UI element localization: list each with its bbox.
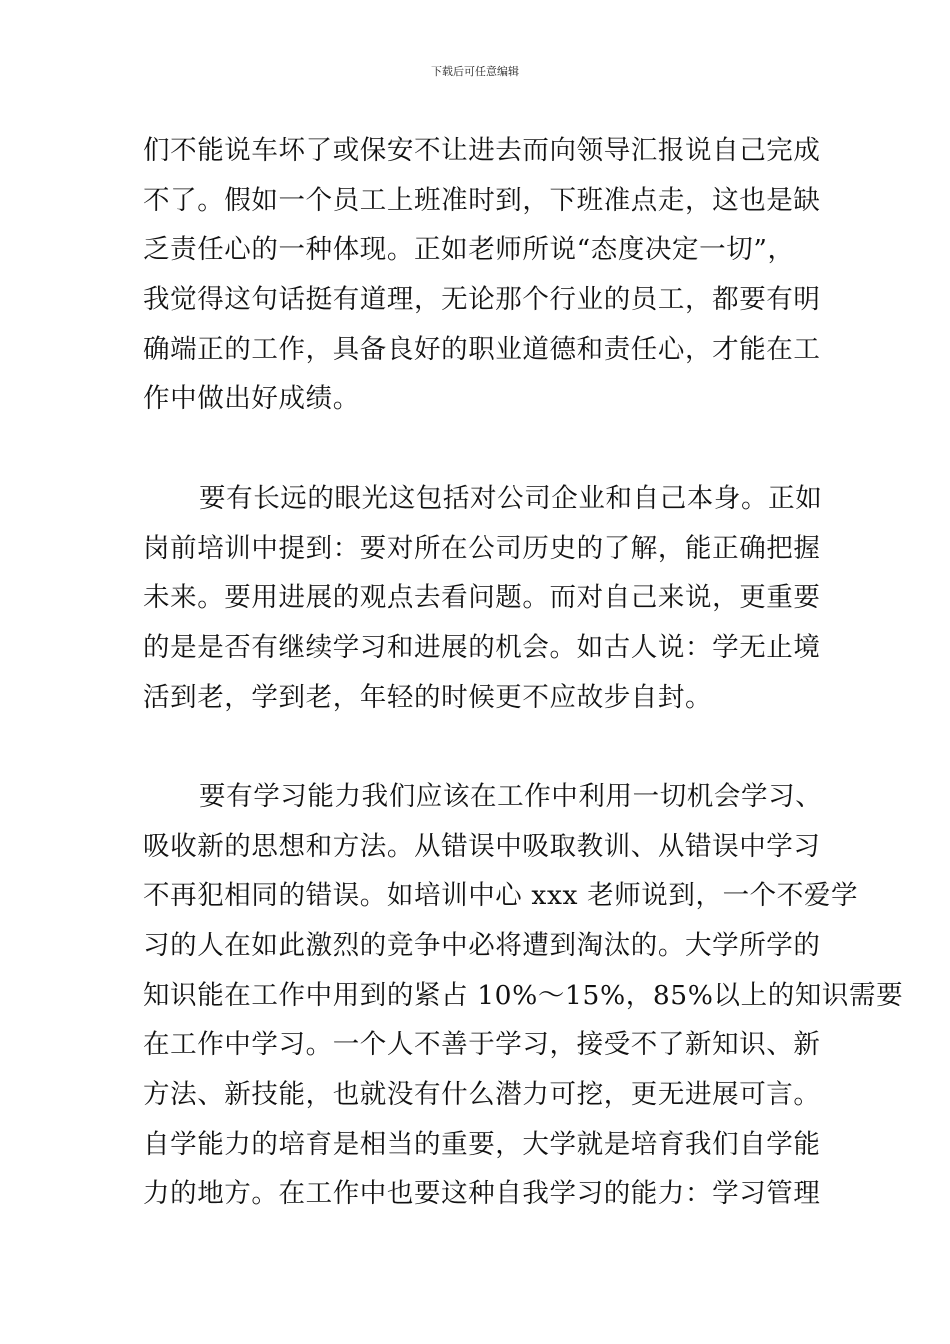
paragraph bbox=[143, 126, 821, 424]
text-line: 自学能力的培育是相当的重要，大学就是培育我们自学能 bbox=[143, 1128, 821, 1160]
text-line: 知识能在工作中用到的紧占 10%～15%，85%以上的知识需要 bbox=[143, 979, 904, 1011]
text-line: 活到老，学到老，年轻的时候更不应故步自封。 bbox=[143, 681, 713, 713]
text-line: 不了。假如一个员工上班准时到，下班准点走，这也是缺 bbox=[143, 184, 821, 216]
text-line: 我觉得这句话挺有道理，无论那个行业的员工，都要有明 bbox=[143, 284, 821, 316]
text-line: 要有长远的眼光这包括对公司企业和自己本身。正如 bbox=[199, 482, 823, 514]
text-line: 乏责任心的一种体现。正如老师所说“态度决定一切”， bbox=[143, 234, 795, 266]
text-line: 的是是否有继续学习和进展的机会。如古人说：学无止境 bbox=[143, 631, 821, 663]
paragraph bbox=[143, 474, 823, 722]
paragraph-gap bbox=[143, 722, 813, 772]
text-line: 不再犯相同的错误。如培训中心 xxx 老师说到，一个不爱学 bbox=[143, 880, 859, 912]
text-line: 要有学习能力我们应该在工作中利用一切机会学习、 bbox=[199, 780, 823, 812]
text-line: 力的地方。在工作中也要这种自我学习的能力：学习管理 bbox=[143, 1178, 821, 1210]
paragraph bbox=[143, 772, 904, 1219]
document-body bbox=[143, 126, 904, 1219]
text-line: 吸收新的思想和方法。从错误中吸取教训、从错误中学习 bbox=[143, 830, 821, 862]
text-line: 在工作中学习。一个人不善于学习，接受不了新知识、新 bbox=[143, 1029, 821, 1061]
page-header: 下载后可任意编辑 bbox=[431, 65, 519, 78]
text-line: 们不能说车坏了或保安不让进去而向领导汇报说自己完成 bbox=[143, 135, 821, 166]
text-line: 作中做出好成绩。 bbox=[143, 383, 360, 415]
paragraph-gap bbox=[143, 424, 813, 474]
text-line: 未来。要用进展的观点去看问题。而对自己来说，更重要 bbox=[143, 582, 821, 614]
text-line: 确端正的工作，具备良好的职业道德和责任心，才能在工 bbox=[143, 333, 821, 365]
text-line: 习的人在如此激烈的竞争中必将遭到淘汰的。大学所学的 bbox=[143, 930, 821, 961]
text-line: 方法、新技能，也就没有什么潜力可挖，更无进展可言。 bbox=[143, 1079, 821, 1111]
text-line: 岗前培训中提到：要对所在公司历史的了解，能正确把握 bbox=[143, 532, 821, 564]
